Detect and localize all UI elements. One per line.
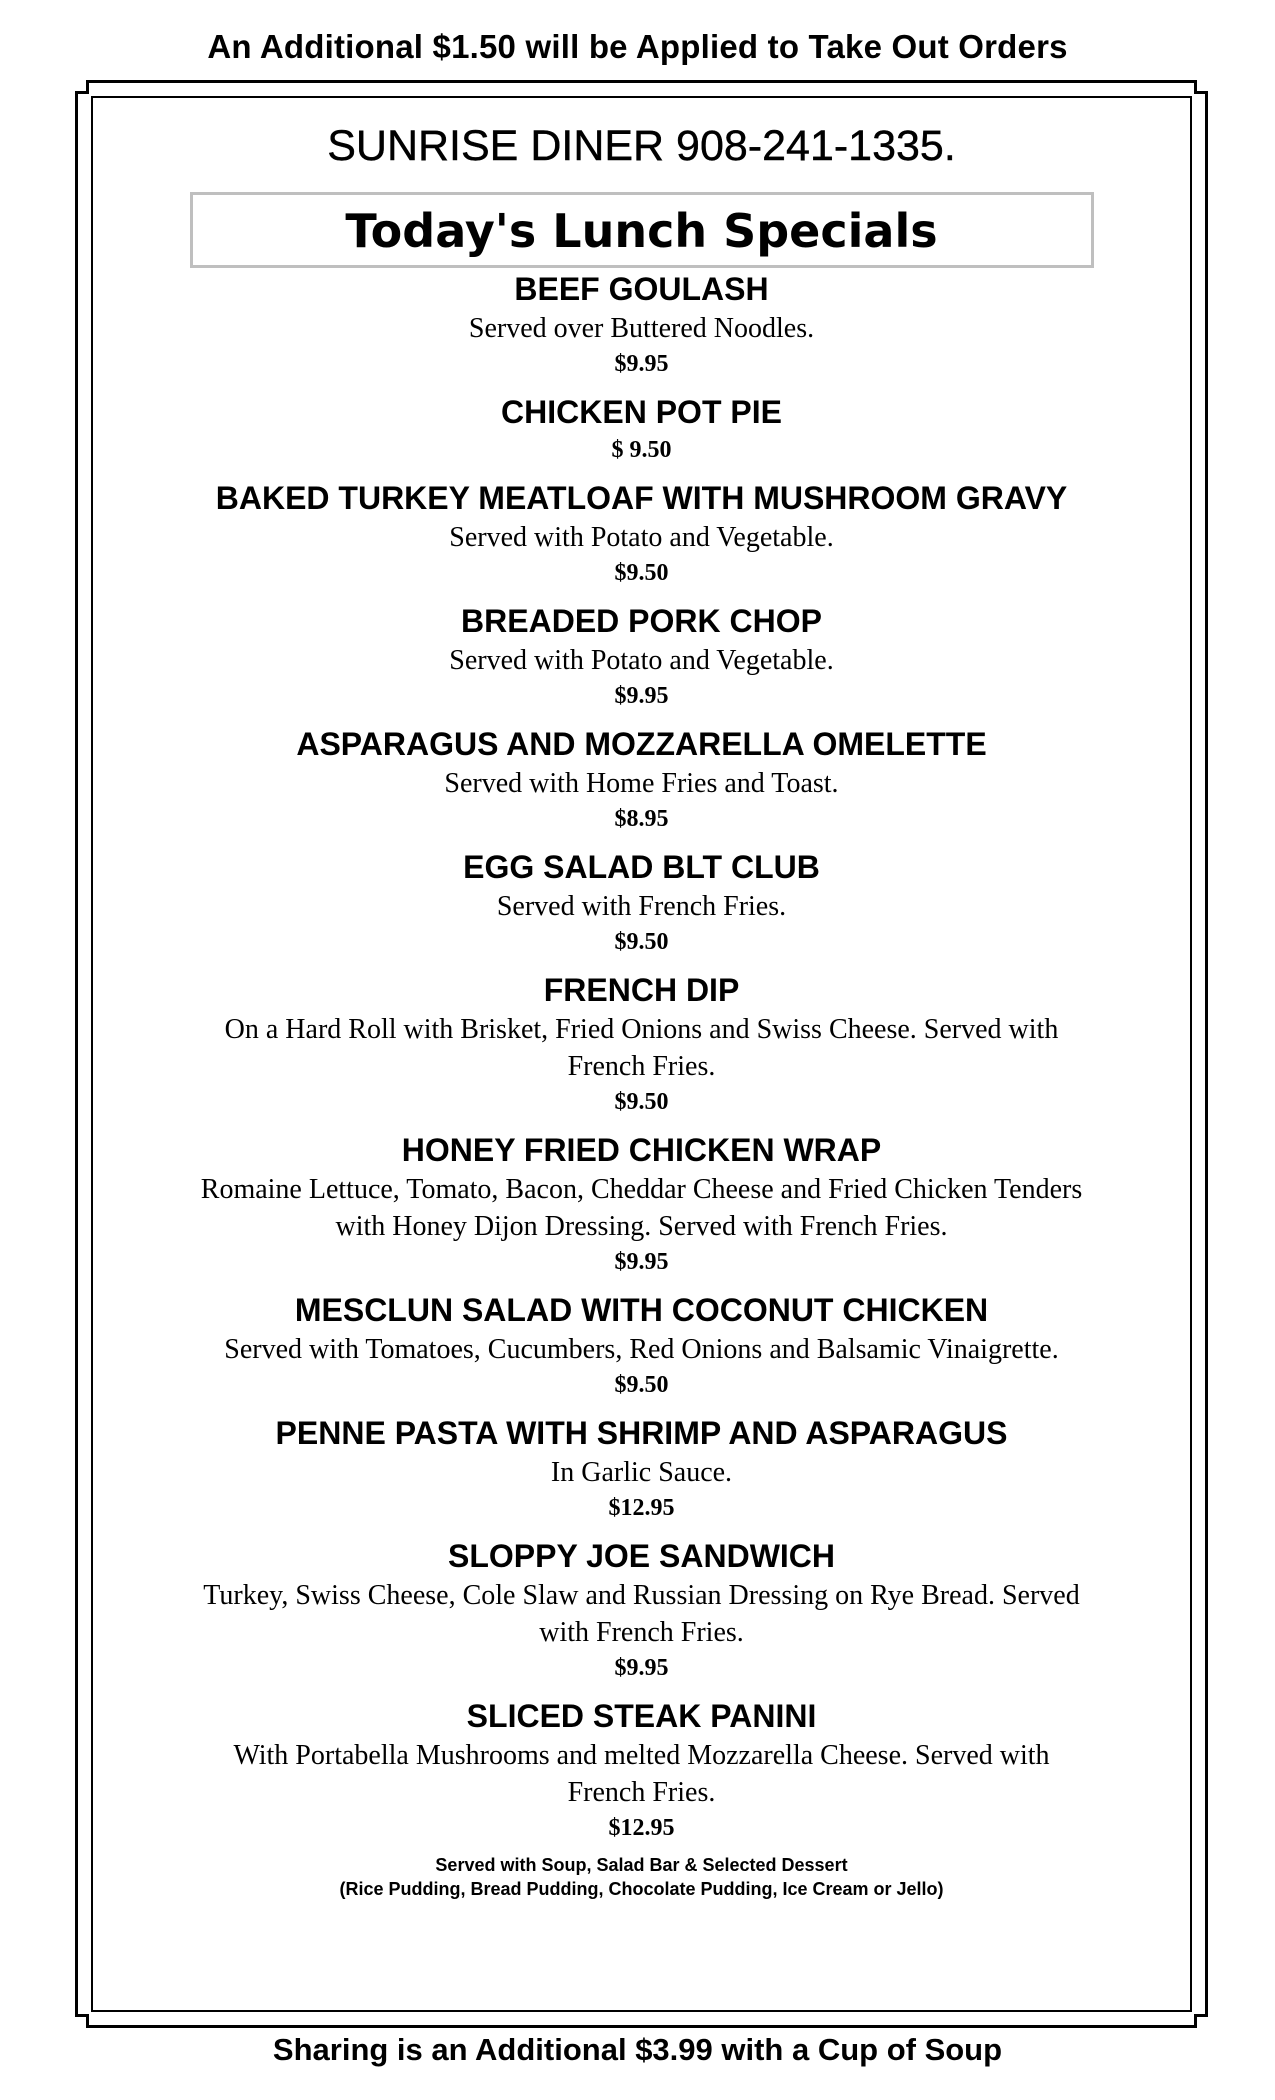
menu-item-description: On a Hard Roll with Brisket, Fried Onions and Swiss Cheese. Served with French Fries. [224,1014,1059,1082]
menu-item-price: $9.50 [614,1372,669,1398]
menu-item-description: Served with Home Fries and Toast. [444,768,839,799]
menu-item-name: SLOPPY JOE SANDWICH [447,1538,836,1574]
menu-item-name: SLICED STEAK PANINI [466,1698,817,1734]
menu-item [110,268,1173,381]
menu-item-name: PENNE PASTA WITH SHRIMP AND ASPARAGUS [275,1415,1008,1451]
menu-item-name: EGG SALAD BLT CLUB [463,849,820,885]
menu-item [110,1695,1173,1845]
menu-item-name: MESCLUN SALAD WITH COCONUT CHICKEN [294,1292,989,1328]
menu-item-name: BREADED PORK CHOP [461,603,822,639]
menu-item-name: ASPARAGUS AND MOZZARELLA OMELETTE [296,726,987,762]
menu-item-name: BAKED TURKEY MEATLOAF WITH MUSHROOM GRAVY [215,480,1068,516]
menu-item [110,477,1173,590]
frame-corner-top-right [1194,80,1208,94]
menu-item [110,723,1173,836]
frame-corner-bottom-left [75,2014,89,2028]
menu-item-description: Romaine Lettuce, Tomato, Bacon, Cheddar Cheese and Fried Chicken Tenders with Honey Dijon Dressing. Served with French Fries. [200,1174,1083,1242]
menu-item-description: In Garlic Sauce. [550,1457,733,1488]
menu-item-name: BEEF GOULASH [514,271,769,307]
menu-item [110,600,1173,713]
menu-item-price: $12.95 [608,1815,675,1841]
takeout-surcharge-notice: An Additional $1.50 will be Applied to Take Out Orders [207,28,1068,65]
menu-item [110,846,1173,959]
menu-item-price: $9.50 [614,560,669,586]
menu-item-description: Served with Potato and Vegetable. [449,522,834,553]
menu-item-price: $12.95 [608,1495,675,1521]
menu-item-name: HONEY FRIED CHICKEN WRAP [401,1132,882,1168]
menu-item-price: $9.95 [614,683,669,709]
menu-item-price: $9.95 [614,1655,669,1681]
menu-item [110,391,1173,467]
menu-item-description: With Portabella Mushrooms and melted Mozzarella Cheese. Served with French Fries. [233,1740,1050,1808]
menu-item-price: $9.95 [614,1249,669,1275]
dessert-options-line: (Rice Pudding, Bread Pudding, Chocolate Pudding, Ice Cream or Jello) [339,1879,944,1899]
included-extras-note [110,1853,1173,1901]
menu-item-description: Served over Buttered Noodles. [468,313,815,344]
menu-item-description: Served with Tomatoes, Cucumbers, Red Onions and Balsamic Vinaigrette. [224,1334,1059,1365]
menu-item-description: Served with French Fries. [496,891,787,922]
sharing-surcharge-notice: Sharing is an Additional $3.99 with a Cup of Soup [272,2032,1003,2067]
menu-item [110,1289,1173,1402]
diner-title: SUNRISE DINER 908-241-1335. [327,122,956,170]
menu-item [110,1412,1173,1525]
menu-item-price: $9.50 [614,929,669,955]
menu-item [110,969,1173,1119]
menu-item-price: $8.95 [614,806,669,832]
menu-content [110,112,1173,1901]
menu-item-price: $ 9.50 [611,437,672,463]
specials-list [110,268,1173,1845]
frame-corner-bottom-right [1194,2014,1208,2028]
included-extras-line: Served with Soup, Salad Bar & Selected Dessert [435,1855,848,1875]
frame-corner-top-left [75,80,89,94]
specials-heading: Today's Lunch Specials [190,192,1094,268]
menu-item-description: Served with Potato and Vegetable. [449,645,834,676]
menu-item-price: $9.95 [614,351,669,377]
menu-item-price: $9.50 [614,1089,669,1115]
menu-item-description: Turkey, Swiss Cheese, Cole Slaw and Russian Dressing on Rye Bread. Served with French Fries. [203,1580,1080,1648]
menu-item-name: CHICKEN POT PIE [501,394,782,430]
menu-item [110,1129,1173,1279]
menu-item-name: FRENCH DIP [543,972,740,1008]
menu-item [110,1535,1173,1685]
